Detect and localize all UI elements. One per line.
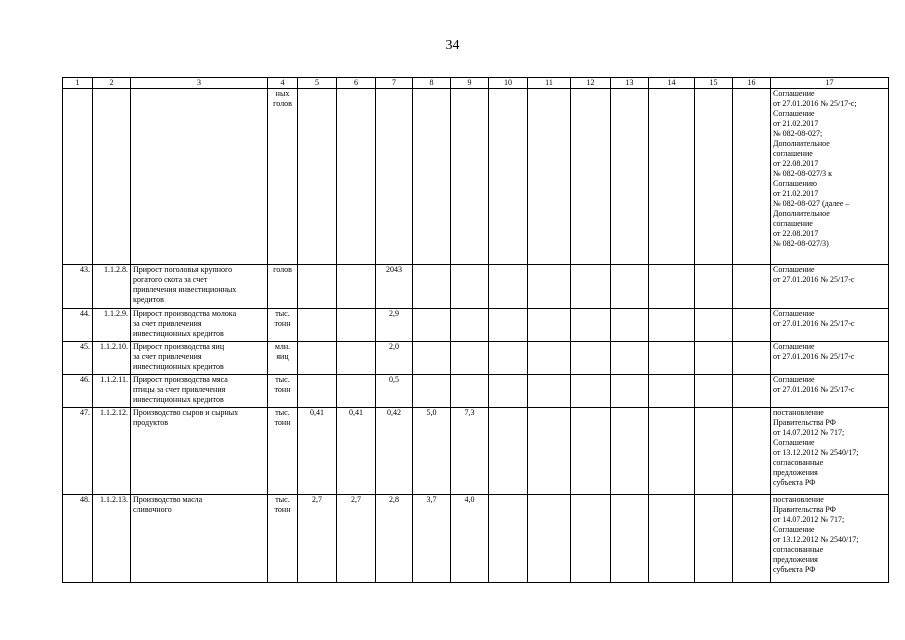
column-header-2: 2 — [93, 78, 131, 89]
table-cell-col-1: 46. — [63, 375, 93, 408]
column-header-11: 11 — [528, 78, 571, 89]
column-header-6: 6 — [337, 78, 376, 89]
table-cell-col-8 — [413, 89, 451, 265]
table-cell-col-10 — [489, 375, 528, 408]
table-cell-col-8 — [413, 265, 451, 309]
column-header-17: 17 — [771, 78, 889, 89]
table-cell-col-7: 2043 — [376, 265, 413, 309]
table-cell-col-1: 44. — [63, 309, 93, 342]
page-number: 34 — [445, 38, 460, 53]
table-cell-col-15 — [695, 89, 733, 265]
data-table — [62, 77, 889, 583]
table-cell-col-14 — [649, 89, 695, 265]
table-cell-col-1: 45. — [63, 342, 93, 375]
table-cell-col-5 — [298, 265, 337, 309]
table-cell-col-6: 2,7 — [337, 495, 376, 583]
table-cell-col-5 — [298, 309, 337, 342]
table-cell-col-11 — [528, 89, 571, 265]
table-cell-col-14 — [649, 342, 695, 375]
table-cell-col-4: тыс. тонн — [268, 375, 298, 408]
table-cell-col-12 — [571, 89, 611, 265]
table-cell-col-3: Прирост производства яиц за счет привлечения инвестиционных кредитов — [131, 342, 268, 375]
table-cell-col-4: млн. яиц — [268, 342, 298, 375]
table-cell-col-2: 1.1.2.11. — [93, 375, 131, 408]
table-cell-col-15 — [695, 375, 733, 408]
table-cell-col-1: 43. — [63, 265, 93, 309]
table-cell-col-8 — [413, 309, 451, 342]
column-header-4: 4 — [268, 78, 298, 89]
column-header-10: 10 — [489, 78, 528, 89]
table-row — [63, 342, 889, 375]
table-cell-col-11 — [528, 495, 571, 583]
table-cell-col-7: 2,0 — [376, 342, 413, 375]
table-cell-col-16 — [733, 265, 771, 309]
table-cell-col-3: Прирост производства молока за счет привлечения инвестиционных кредитов — [131, 309, 268, 342]
table-cell-col-6 — [337, 265, 376, 309]
table-cell-col-6 — [337, 342, 376, 375]
column-header-8: 8 — [413, 78, 451, 89]
table-cell-col-11 — [528, 408, 571, 495]
table-cell-col-3: Прирост поголовья крупного рогатого скота за счет привлечения инвестиционных кредитов — [131, 265, 268, 309]
table-cell-col-6: 0,41 — [337, 408, 376, 495]
table-cell-col-2: 1.1.2.8. — [93, 265, 131, 309]
table-cell-col-12 — [571, 342, 611, 375]
column-header-14: 14 — [649, 78, 695, 89]
table-cell-col-5 — [298, 375, 337, 408]
table-cell-col-17: постановление Правительства РФ от 14.07.2012 № 717; Соглашение от 13.12.2012 № 2540/17; согласованные предложения субъекта РФ — [771, 408, 889, 495]
table-cell-col-7: 2,9 — [376, 309, 413, 342]
table-cell-col-13 — [611, 342, 649, 375]
table-cell-col-13 — [611, 495, 649, 583]
table-cell-col-6 — [337, 375, 376, 408]
table-cell-col-17: Соглашение от 27.01.2016 № 25/17-с — [771, 375, 889, 408]
table-cell-col-3 — [131, 89, 268, 265]
table-row — [63, 495, 889, 583]
table-cell-col-16 — [733, 408, 771, 495]
table-cell-col-17: постановление Правительства РФ от 14.07.2012 № 717; Соглашение от 13.12.2012 № 2540/17; согласованные предложения субъекта РФ — [771, 495, 889, 583]
table-cell-col-3: Производство сыров и сырных продуктов — [131, 408, 268, 495]
table-cell-col-9 — [451, 89, 489, 265]
table-cell-col-13 — [611, 408, 649, 495]
table-cell-col-13 — [611, 265, 649, 309]
table-cell-col-9 — [451, 309, 489, 342]
table-cell-col-8: 3,7 — [413, 495, 451, 583]
table-cell-col-16 — [733, 89, 771, 265]
column-header-15: 15 — [695, 78, 733, 89]
table-cell-col-8 — [413, 342, 451, 375]
table-cell-col-4: голов — [268, 265, 298, 309]
table-cell-col-11 — [528, 309, 571, 342]
table-cell-col-2: 1.1.2.9. — [93, 309, 131, 342]
table-row — [63, 89, 889, 265]
table-cell-col-7: 2,8 — [376, 495, 413, 583]
table-cell-col-16 — [733, 495, 771, 583]
table-cell-col-5 — [298, 342, 337, 375]
column-header-12: 12 — [571, 78, 611, 89]
table-cell-col-15 — [695, 265, 733, 309]
table-cell-col-4: тыс. тонн — [268, 309, 298, 342]
table-cell-col-14 — [649, 375, 695, 408]
table-cell-col-12 — [571, 495, 611, 583]
table-cell-col-10 — [489, 265, 528, 309]
table-cell-col-12 — [571, 265, 611, 309]
table-cell-col-6 — [337, 89, 376, 265]
table-cell-col-16 — [733, 375, 771, 408]
table-cell-col-2: 1.1.2.10. — [93, 342, 131, 375]
table-cell-col-13 — [611, 89, 649, 265]
table-cell-col-9 — [451, 265, 489, 309]
table-cell-col-10 — [489, 89, 528, 265]
table-cell-col-17: Соглашение от 27.01.2016 № 25/17-с — [771, 342, 889, 375]
table-cell-col-7 — [376, 89, 413, 265]
table-cell-col-17: Соглашение от 27.01.2016 № 25/17-с — [771, 309, 889, 342]
table-cell-col-12 — [571, 408, 611, 495]
column-header-9: 9 — [451, 78, 489, 89]
table-cell-col-15 — [695, 495, 733, 583]
table-cell-col-5: 0,41 — [298, 408, 337, 495]
table-row — [63, 265, 889, 309]
table-cell-col-16 — [733, 342, 771, 375]
column-header-5: 5 — [298, 78, 337, 89]
table-cell-col-12 — [571, 309, 611, 342]
table-cell-col-2: 1.1.2.13. — [93, 495, 131, 583]
table-cell-col-2 — [93, 89, 131, 265]
table-cell-col-16 — [733, 309, 771, 342]
table-cell-col-9 — [451, 375, 489, 408]
table-cell-col-10 — [489, 342, 528, 375]
table-row — [63, 309, 889, 342]
table-cell-col-15 — [695, 309, 733, 342]
table-cell-col-9: 4,0 — [451, 495, 489, 583]
table-cell-col-2: 1.1.2.12. — [93, 408, 131, 495]
table-cell-col-14 — [649, 309, 695, 342]
table-cell-col-9: 7,3 — [451, 408, 489, 495]
column-header-7: 7 — [376, 78, 413, 89]
table-cell-col-1: 47. — [63, 408, 93, 495]
column-header-1: 1 — [63, 78, 93, 89]
column-header-16: 16 — [733, 78, 771, 89]
table-cell-col-15 — [695, 342, 733, 375]
table-cell-col-4: тыс. тонн — [268, 495, 298, 583]
table-cell-col-13 — [611, 309, 649, 342]
table-cell-col-12 — [571, 375, 611, 408]
column-header-13: 13 — [611, 78, 649, 89]
table-cell-col-14 — [649, 265, 695, 309]
table-cell-col-6 — [337, 309, 376, 342]
table-cell-col-3: Производство масла сливочного — [131, 495, 268, 583]
table-cell-col-17: Соглашение от 27.01.2016 № 25/17-с; Соглашение от 21.02.2017 № 082-08-027; Дополнительное соглашение от 22.08.2017 № 082-08-027/3 к Соглашению от 21.02.2017 № 082-08-027 (далее – Дополнительное соглашение от 22.08.2017 № 082-08-027/3) — [771, 89, 889, 265]
table-row — [63, 408, 889, 495]
table-cell-col-1 — [63, 89, 93, 265]
table-cell-col-10 — [489, 408, 528, 495]
table-cell-col-17: Соглашение от 27.01.2016 № 25/17-с — [771, 265, 889, 309]
table-cell-col-10 — [489, 309, 528, 342]
table-row — [63, 375, 889, 408]
table-cell-col-14 — [649, 408, 695, 495]
table-cell-col-8: 5,0 — [413, 408, 451, 495]
table-cell-col-13 — [611, 375, 649, 408]
table-cell-col-9 — [451, 342, 489, 375]
table-cell-col-5 — [298, 89, 337, 265]
table-cell-col-8 — [413, 375, 451, 408]
table-cell-col-5: 2,7 — [298, 495, 337, 583]
table-cell-col-4: ных голов — [268, 89, 298, 265]
table-cell-col-7: 0,42 — [376, 408, 413, 495]
table-cell-col-11 — [528, 265, 571, 309]
table-cell-col-10 — [489, 495, 528, 583]
table-cell-col-15 — [695, 408, 733, 495]
table-cell-col-11 — [528, 342, 571, 375]
column-number-row — [63, 78, 889, 89]
table-cell-col-3: Прирост производства мяса птицы за счет привлечения инвестиционных кредитов — [131, 375, 268, 408]
column-header-3: 3 — [131, 78, 268, 89]
table-cell-col-4: тыс. тонн — [268, 408, 298, 495]
table-cell-col-7: 0,5 — [376, 375, 413, 408]
table-cell-col-11 — [528, 375, 571, 408]
table-cell-col-1: 48. — [63, 495, 93, 583]
table-cell-col-14 — [649, 495, 695, 583]
